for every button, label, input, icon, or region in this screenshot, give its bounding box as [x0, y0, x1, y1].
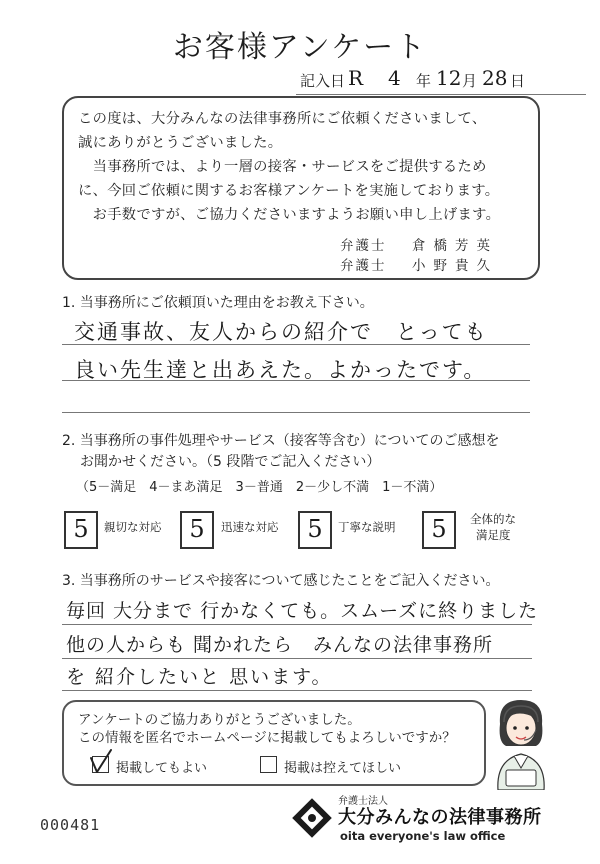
date-day: 28 — [482, 66, 508, 90]
date-row — [296, 66, 586, 95]
answer-rule — [62, 344, 530, 345]
intro-line: この度は、大分みんなの法律事務所にご依頼くださいまして、 — [78, 111, 487, 127]
staff-mascot-icon — [486, 694, 556, 790]
date-year: 4 — [388, 66, 401, 90]
date-day-label: 日 — [510, 72, 526, 90]
consent-option-allow: 掲載してもよい — [116, 761, 208, 776]
office-name-en: oita everyone's law office — [340, 829, 506, 843]
rating-box-speed[interactable] — [180, 511, 214, 549]
date-era: R — [348, 66, 364, 90]
intro-box — [62, 96, 540, 280]
signature-name: 倉橋芳英 — [412, 238, 498, 254]
consent-checkbox-decline[interactable] — [260, 756, 277, 773]
office-name: 大分みんなの法律事務所 — [338, 807, 542, 828]
rating-value: 5 — [307, 515, 323, 543]
rating-label-kindness: 親切な対応 — [104, 520, 162, 534]
signature-title: 弁護士 — [340, 238, 387, 254]
signature-title: 弁護士 — [340, 258, 387, 274]
rating-value: 5 — [189, 515, 205, 543]
answer-rule — [62, 690, 532, 691]
q3-answer-line: 他の人からも 聞かれたら みんなの法律事務所 — [66, 634, 494, 656]
question-2: 2. 当事務所の事件処理やサービス（接客等含む）についてのご感想を — [62, 433, 500, 449]
rating-label-speed: 迅速な対応 — [221, 520, 279, 534]
question-1: 1. 当事務所にご依頼頂いた理由をお教え下さい。 — [62, 295, 374, 311]
answer-rule — [62, 624, 532, 625]
rating-box-overall[interactable] — [422, 511, 456, 549]
question-2-line2: お聞かせください。（5 段階でご記入ください） — [80, 454, 381, 470]
consent-question: この情報を匿名でホームページに掲載してもよろしいですか？ — [78, 730, 456, 746]
form-number: 000481 — [40, 816, 101, 834]
answer-rule — [62, 380, 530, 381]
date-label: 記入日 — [300, 72, 346, 90]
rating-label-overall: 全体的な — [470, 512, 516, 526]
consent-box — [62, 700, 486, 786]
check-mark-icon — [88, 748, 114, 776]
intro-line: 誠にありがとうございました。 — [78, 135, 283, 151]
date-month: 12 — [436, 66, 462, 90]
rating-box-kindness[interactable] — [64, 511, 98, 549]
signature-name: 小野貴久 — [412, 258, 498, 274]
answer-rule — [62, 412, 530, 413]
consent-option-decline: 掲載は控えてほしい — [284, 761, 402, 776]
page-title: お客様アンケート — [172, 30, 428, 65]
intro-line: 当事務所では、より一層の接客・サービスをご提供するため — [78, 159, 487, 175]
rating-scale: （5－満足 4－まあ満足 3－普通 2－少し不満 1－不満） — [76, 480, 443, 495]
q3-answer-line: を 紹介したいと 思います。 — [66, 666, 333, 688]
rating-label-overall-2: 満足度 — [476, 528, 511, 542]
intro-line: お手数ですが、ご協力くださいますようお願い申し上げます。 — [78, 207, 501, 223]
office-logo-icon — [290, 796, 334, 840]
question-3: 3. 当事務所のサービスや接客について感じたことをご記入ください。 — [62, 573, 500, 589]
rating-box-explanation[interactable] — [298, 511, 332, 549]
rating-value: 5 — [73, 515, 89, 543]
q3-answer-line: 毎回 大分まで 行かなくても。スムーズに終りました — [66, 600, 539, 622]
q1-answer-line: 交通事故、友人からの紹介で とっても — [74, 320, 488, 344]
rating-label-explanation: 丁寧な説明 — [338, 520, 396, 534]
intro-line: に、今回ご依頼に関するお客様アンケートを実施しております。 — [78, 183, 500, 199]
rating-value: 5 — [431, 515, 447, 543]
office-type: 弁護士法人 — [338, 796, 388, 807]
date-month-label: 月 — [462, 72, 478, 90]
consent-thanks: アンケートのご協力ありがとうございました。 — [78, 712, 361, 728]
answer-rule — [62, 658, 532, 659]
date-year-label: 年 — [416, 72, 432, 90]
q1-answer-line: 良い先生達と出あえた。よかったです。 — [74, 358, 487, 382]
